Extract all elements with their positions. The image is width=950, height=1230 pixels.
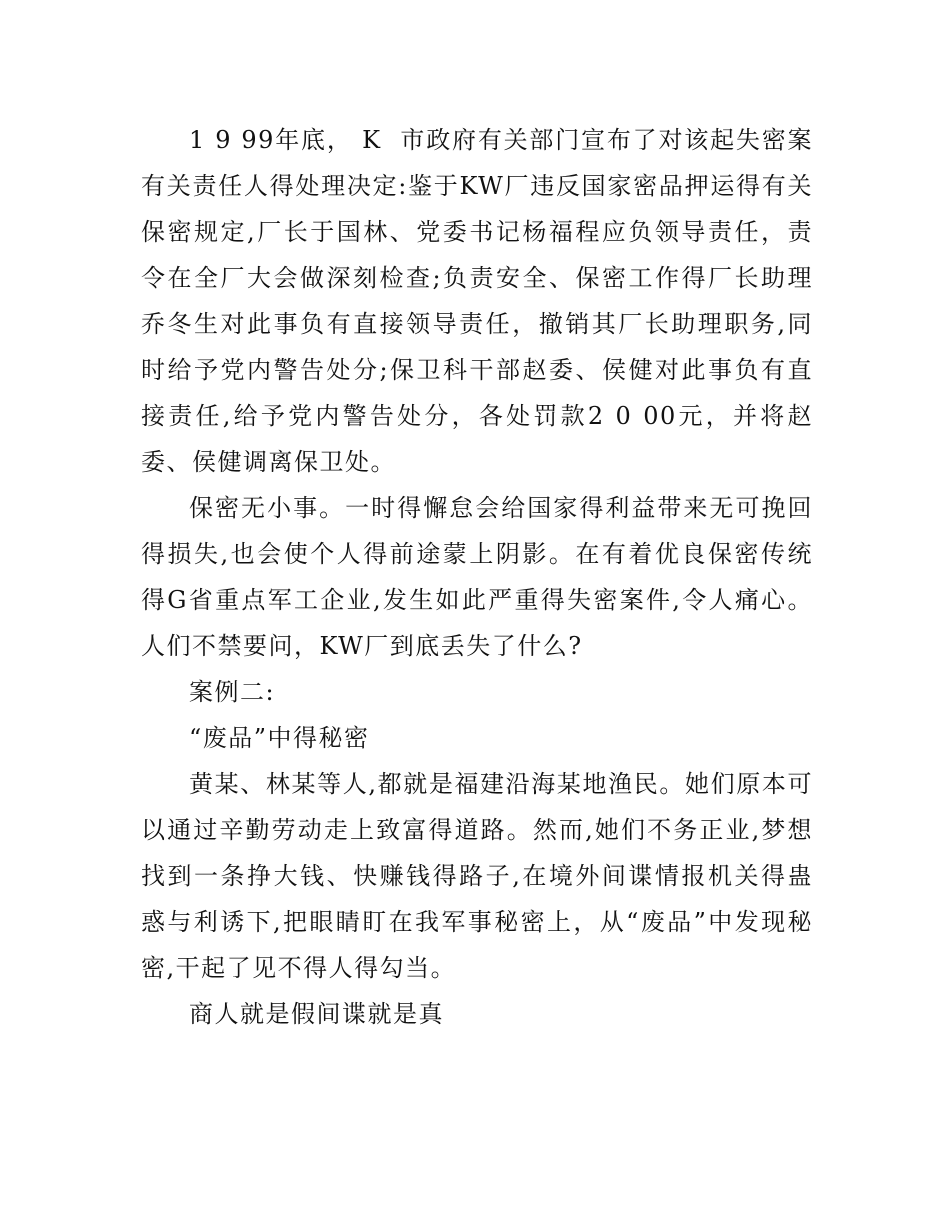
section-heading-case-two: 案例二: (189, 678, 276, 706)
paragraph-disciplinary-decision: 1 9 99年底， K 市政府有关部门宣布了对该起失密案有关责任人得处理决定:鉴于KW厂违反国家密品押运得有关保密规定,厂长于国林、党委书记杨福程应负领导责任，责令在全厂大会做深刻检查;负责安全、保密工作得厂长助理乔冬生对此事负有直接领导责任，撤销其厂长助理职务,同时给予党内警告处分;保卫科干部赵委、侯健对此事负有直接责任,给予党内警告处分，各处罚款2 0 00元，并将赵委、侯健调离保卫处。 (141, 126, 813, 476)
subheading-merchant-spy: 商人就是假间谍就是真 (189, 1000, 444, 1028)
paragraph-case-two-story: 黄某、林某等人,都就是福建沿海某地渔民。她们原本可以通过辛勤劳动走上致富得道路。然而,她们不务正业,梦想找到一条挣大钱、快赚钱得路子,在境外间谍情报机关得蛊惑与利诱下,把眼睛盯在我军事秘密上，从“废品”中发现秘密,干起了见不得人得勾当。 (141, 770, 813, 982)
document-body (141, 117, 813, 1037)
paragraph-security-reflection: 保密无小事。一时得懈怠会给国家得利益带来无可挽回得损失,也会使个人得前途蒙上阴影。在有着优良保密传统得G省重点军工企业,发生如此严重得失密案件,令人痛心。人们不禁要问，KW厂到底丢失了什么? (141, 494, 813, 660)
case-title: “废品”中得秘密 (189, 724, 370, 752)
